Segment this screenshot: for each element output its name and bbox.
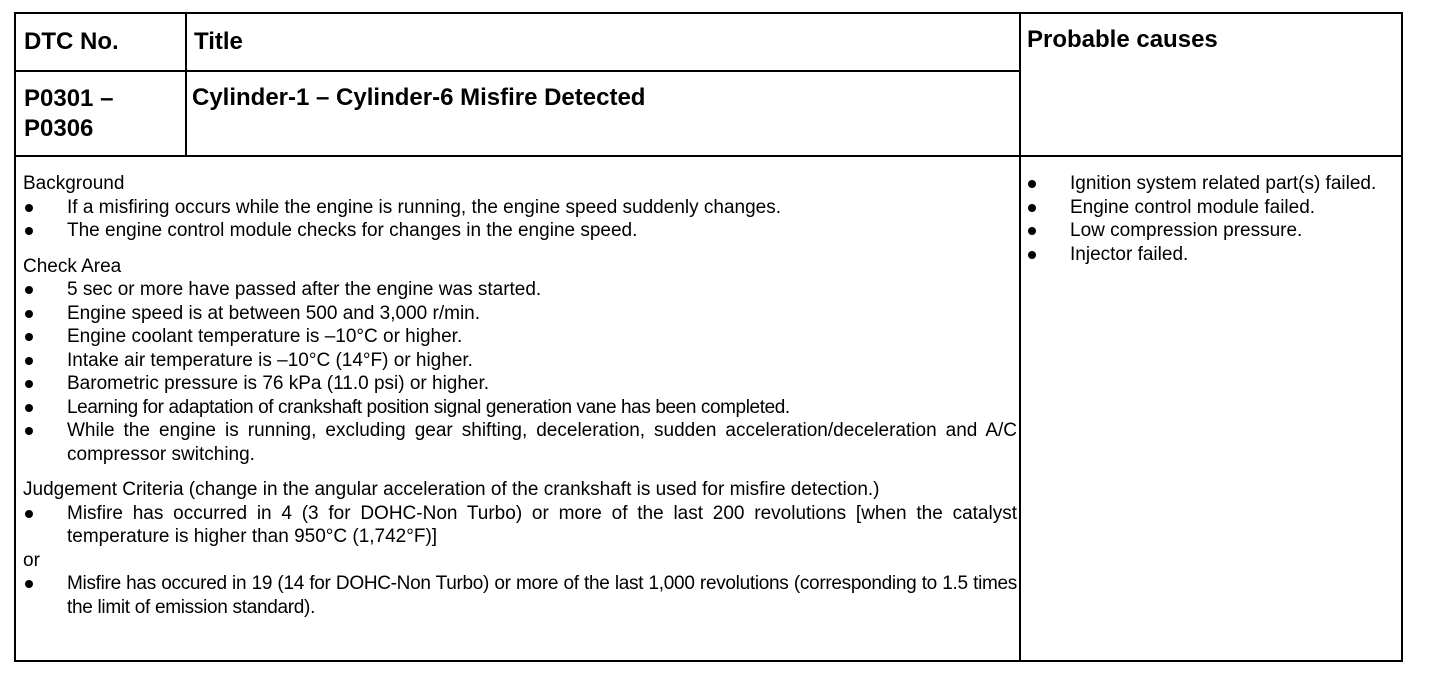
judgement-heading: Judgement Criteria (change in the angular acceleration of the crankshaft is used for misfire detection.)	[23, 479, 880, 500]
judgement-or: or	[23, 549, 40, 571]
dtc-code-line2: P0306	[24, 115, 94, 142]
bullet-icon	[25, 286, 33, 294]
list-item: Learning for adaptation of crankshaft position signal generation vane has been completed.	[23, 396, 1017, 420]
bullet-icon	[25, 404, 33, 412]
bullet-icon	[25, 427, 33, 435]
bullet-icon	[25, 380, 33, 388]
dtc-table	[14, 12, 1403, 662]
list-item: The engine control module checks for changes in the engine speed.	[23, 219, 1017, 243]
list-item: Ignition system related part(s) failed.	[1026, 172, 1396, 196]
check-area-section	[23, 255, 1017, 467]
bullet-icon	[25, 227, 33, 235]
background-heading: Background	[23, 173, 125, 194]
bullet-icon	[25, 357, 33, 365]
background-section	[23, 172, 1017, 243]
list-item: Low compression pressure.	[1026, 219, 1396, 243]
divider-main-causes	[1019, 14, 1021, 660]
dtc-title: Cylinder-1 – Cylinder-6 Misfire Detected	[192, 84, 646, 111]
header-dtc-no: DTC No.	[24, 28, 119, 55]
list-item: Misfire has occurred in 4 (3 for DOHC-Non Turbo) or more of the last 200 revolutions [when the catalyst temperature is higher than 950°C (1,742°F)]	[23, 502, 1017, 549]
list-item: Misfire has occured in 19 (14 for DOHC-Non Turbo) or more of the last 1,000 revolutions (corresponding to 1.5 times the limit of emission standard).	[23, 572, 1017, 619]
list-item: Engine control module failed.	[1026, 196, 1396, 220]
bullet-icon	[25, 580, 33, 588]
probable-causes-panel	[1026, 172, 1396, 266]
list-item: Injector failed.	[1026, 243, 1396, 267]
dtc-code	[24, 84, 113, 144]
bullet-icon	[25, 510, 33, 518]
dtc-code-line1: P0301 –	[24, 85, 114, 112]
bullet-icon	[25, 310, 33, 318]
header-probable-causes: Probable causes	[1027, 26, 1218, 53]
list-item: Barometric pressure is 76 kPa (11.0 psi) or higher.	[23, 372, 1017, 396]
list-item: If a misfiring occurs while the engine is running, the engine speed suddenly changes.	[23, 196, 1017, 220]
bullet-icon	[25, 333, 33, 341]
description-panel	[23, 172, 1017, 619]
bullet-icon	[1028, 251, 1036, 259]
bullet-icon	[25, 204, 33, 212]
check-area-heading: Check Area	[23, 255, 122, 277]
bullet-icon	[1028, 204, 1036, 212]
list-item: While the engine is running, excluding gear shifting, deceleration, sudden acceleration/deceleration and A/C compressor switching.	[23, 419, 1017, 466]
list-item: Intake air temperature is –10°C (14°F) or higher.	[23, 349, 1017, 373]
bullet-icon	[1028, 227, 1036, 235]
divider-body-row	[16, 155, 1401, 157]
divider-header-row	[16, 70, 1019, 72]
bullet-icon	[1028, 180, 1036, 188]
header-title: Title	[194, 28, 243, 55]
judgement-section	[23, 478, 1017, 619]
list-item: 5 sec or more have passed after the engine was started.	[23, 278, 1017, 302]
list-item: Engine coolant temperature is –10°C or higher.	[23, 325, 1017, 349]
divider-dtc-title	[185, 14, 187, 157]
list-item: Engine speed is at between 500 and 3,000 r/min.	[23, 302, 1017, 326]
